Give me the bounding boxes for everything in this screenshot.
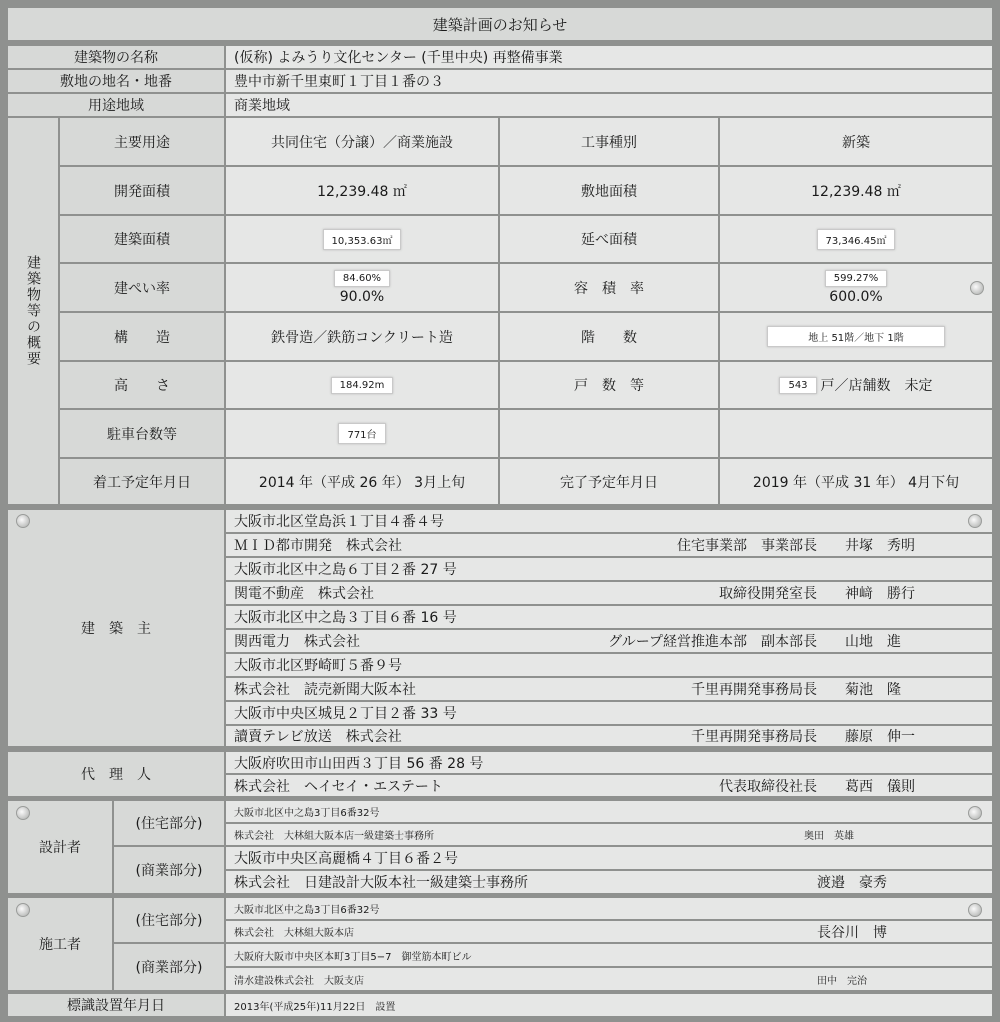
owner-4-person: 菊池 隆 xyxy=(845,682,901,698)
zoning-label: 用途地域 xyxy=(8,94,224,116)
designer-2-address: 大阪市中央区高麗橋４丁目６番２号 xyxy=(226,847,992,869)
work-type-value: 新築 xyxy=(720,118,992,165)
owner-4-address: 大阪市北区野崎町５番９号 xyxy=(226,654,992,676)
builder-1-address: 大阪市北区中之島3丁目6番32号 xyxy=(226,898,992,919)
units-cell xyxy=(720,362,992,408)
building-name-label: 建築物の名称 xyxy=(8,46,224,68)
builder-1-row xyxy=(226,921,992,942)
site-area-value: 12,239.48 ㎡ xyxy=(720,167,992,214)
floor-area-cell xyxy=(720,216,992,262)
agent-person: 葛西 儀則 xyxy=(845,778,915,795)
designer-1-row xyxy=(226,824,992,845)
owner-1-address: 大阪市北区堂島浜１丁目４番４号 xyxy=(226,510,992,532)
dev-area-value: 12,239.48 ㎡ xyxy=(226,167,498,214)
end-date-value: 2019 年（平成 31 年） 4月下旬 xyxy=(720,459,992,504)
owner-5-company: 讀賣テレビ放送 株式会社 xyxy=(234,729,402,745)
designer-1-company: 株式会社 大林組大阪本店一級建築士事務所 xyxy=(234,831,434,842)
far-label: 容 積 率 xyxy=(500,264,718,311)
structure-value: 鉄骨造／鉄筋コンクリート造 xyxy=(226,313,498,360)
owner-5-title: 千里再開発事務局長 xyxy=(691,729,817,745)
floors-value: 地上 51階／地下 1階 xyxy=(767,326,944,347)
start-date-label: 着工予定年月日 xyxy=(60,459,224,504)
designer-2-company: 株式会社 日建設計大阪本社一級建築士事務所 xyxy=(234,875,528,891)
floors-cell xyxy=(720,313,992,360)
owner-1-row xyxy=(226,534,992,556)
screw-icon xyxy=(968,903,982,917)
far-limit: 600.0% xyxy=(829,289,883,305)
designer-2-person: 渡邉 豪秀 xyxy=(817,875,887,891)
owner-4-company: 株式会社 読売新聞大阪本社 xyxy=(234,682,416,698)
owner-1-person: 井塚 秀明 xyxy=(845,538,915,554)
parking-cell xyxy=(226,410,498,457)
owner-2-row xyxy=(226,582,992,604)
owner-5-row xyxy=(226,726,992,746)
units-number: 543 xyxy=(779,377,816,394)
owner-2-person: 神﨑 勝行 xyxy=(845,586,915,602)
overview-section-label: 建築物等の概要 xyxy=(8,118,58,504)
designer-part-residential: (住宅部分) xyxy=(114,801,224,845)
zoning-value: 商業地域 xyxy=(226,94,992,116)
agent-title: 代表取締役社長 xyxy=(719,778,817,795)
builder-2-row xyxy=(226,968,992,990)
owner-1-title: 住宅事業部 事業部長 xyxy=(677,538,817,554)
screw-icon xyxy=(16,903,30,917)
owner-1-company: ＭＩＤ都市開発 株式会社 xyxy=(234,538,402,554)
floor-area-label: 延べ面積 xyxy=(500,216,718,262)
main-use-value: 共同住宅（分譲）／商業施設 xyxy=(226,118,498,165)
agent-label: 代 理 人 xyxy=(8,752,224,796)
owners-label: 建 築 主 xyxy=(8,510,224,746)
coverage-label: 建ぺい率 xyxy=(60,264,224,311)
owner-2-address: 大阪市北区中之島６丁目２番 27 号 xyxy=(226,558,992,580)
owner-5-address: 大阪市中央区城見２丁目２番 33 号 xyxy=(226,702,992,724)
start-date-value: 2014 年（平成 26 年） 3月上旬 xyxy=(226,459,498,504)
floor-area-value: 73,346.45㎡ xyxy=(817,229,896,250)
site-address-label: 敷地の地名・地番 xyxy=(8,70,224,92)
builder-label: 施工者 xyxy=(8,898,112,990)
owner-2-company: 関電不動産 株式会社 xyxy=(234,586,374,602)
builder-2-person: 田中 完治 xyxy=(817,975,867,987)
builder-2-address: 大阪府大阪市中央区本町3丁目5−7 御堂筋本町ビル xyxy=(226,944,992,966)
owner-3-company: 関西電力 株式会社 xyxy=(234,634,360,650)
height-cell xyxy=(226,362,498,408)
far-actual: 599.27% xyxy=(825,270,888,287)
builder-1-person: 長谷川 博 xyxy=(817,924,887,941)
coverage-actual: 84.60% xyxy=(334,270,390,287)
screw-icon xyxy=(16,514,30,528)
height-label: 高 さ xyxy=(60,362,224,408)
agent-address: 大阪府吹田市山田西３丁目 56 番 28 号 xyxy=(226,752,992,773)
sign-date-label: 標識設置年月日 xyxy=(8,994,224,1016)
build-area-label: 建築面積 xyxy=(60,216,224,262)
units-text: 戸／店舗数 未定 xyxy=(820,378,933,394)
floors-label: 階 数 xyxy=(500,313,718,360)
designer-label: 設計者 xyxy=(8,801,112,893)
designer-1-address: 大阪市北区中之島3丁目6番32号 xyxy=(226,801,992,822)
end-date-label: 完了予定年月日 xyxy=(500,459,718,504)
coverage-limit: 90.0% xyxy=(339,289,385,305)
main-use-label: 主要用途 xyxy=(60,118,224,165)
builder-1-company: 株式会社 大林組大阪本店 xyxy=(234,928,354,939)
owner-4-title: 千里再開発事務局長 xyxy=(691,682,817,698)
owner-3-person: 山地 進 xyxy=(845,634,901,650)
board-title: 建築計画のお知らせ xyxy=(8,8,992,40)
far-cell xyxy=(720,264,992,311)
screw-icon xyxy=(16,806,30,820)
work-type-label: 工事種別 xyxy=(500,118,718,165)
parking-label: 駐車台数等 xyxy=(60,410,224,457)
designer-2-row xyxy=(226,871,992,893)
build-area-value: 10,353.63㎡ xyxy=(323,229,402,250)
builder-part-commercial: (商業部分) xyxy=(114,944,224,990)
screw-icon xyxy=(968,514,982,528)
building-name-value: (仮称) よみうり文化センター (千里中央) 再整備事業 xyxy=(226,46,992,68)
site-area-label: 敷地面積 xyxy=(500,167,718,214)
parking-value: 771台 xyxy=(338,423,385,444)
dev-area-label: 開発面積 xyxy=(60,167,224,214)
owner-3-title: グループ経営推進本部 副本部長 xyxy=(608,634,817,650)
builder-2-company: 清水建設株式会社 大阪支店 xyxy=(234,975,364,987)
designer-part-commercial: (商業部分) xyxy=(114,847,224,893)
screw-icon xyxy=(970,281,984,295)
builder-part-residential: (住宅部分) xyxy=(114,898,224,942)
agent-row xyxy=(226,775,992,796)
units-label: 戸 数 等 xyxy=(500,362,718,408)
screw-icon xyxy=(968,806,982,820)
coverage-cell xyxy=(226,264,498,311)
owner-2-title: 取締役開発室長 xyxy=(719,586,817,602)
sign-date-value: 2013年(平成25年)11月22日 設置 xyxy=(226,994,992,1016)
build-area-cell xyxy=(226,216,498,262)
empty-cell-2 xyxy=(720,410,992,457)
owner-4-row xyxy=(226,678,992,700)
height-value: 184.92m xyxy=(331,377,394,394)
owner-3-row xyxy=(226,630,992,652)
owner-3-address: 大阪市北区中之島３丁目６番 16 号 xyxy=(226,606,992,628)
owner-5-person: 藤原 伸一 xyxy=(845,729,915,745)
site-address-value: 豊中市新千里東町１丁目１番の３ xyxy=(226,70,992,92)
designer-1-person: 奥田 英雄 xyxy=(804,831,854,842)
agent-company: 株式会社 ヘイセイ・エステート xyxy=(234,778,443,795)
empty-cell-1 xyxy=(500,410,718,457)
structure-label: 構 造 xyxy=(60,313,224,360)
